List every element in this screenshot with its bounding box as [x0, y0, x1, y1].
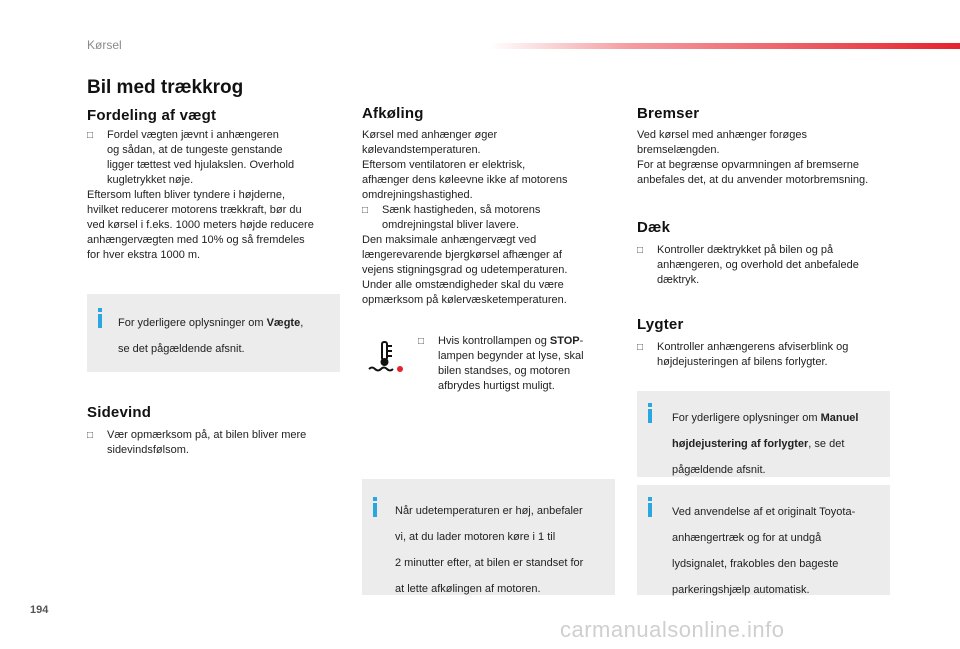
square-bullet-icon: □ [418, 336, 425, 347]
text-line: højdejusteringen af bilens forlygter. [657, 356, 828, 368]
text-line: vi, at du lader motoren køre i 1 til [395, 531, 556, 543]
text-line: Eftersom ventilatoren er elektrisk, [362, 159, 526, 171]
info-text [118, 305, 333, 368]
heading-brakes: Bremser [637, 105, 700, 122]
text-part: , se det [808, 438, 845, 450]
page-title: Bil med trækkrog [87, 77, 244, 98]
text-line: at lette afkølingen af motoren. [395, 583, 541, 595]
crosswind-text [87, 428, 342, 458]
tyres-bullet [637, 243, 897, 288]
info-box-weights [87, 294, 340, 372]
text-line: Ved anvendelse af et originalt Toyota- [672, 506, 856, 518]
tyres-text [637, 243, 897, 288]
text-line: se det pågældende afsnit. [118, 343, 245, 355]
heading-weight-distribution: Fordeling af vægt [87, 107, 217, 124]
text-line: Fordel vægten jævnt i anhængeren [107, 129, 279, 141]
text-line: Kontroller anhængerens afviserblink og [657, 341, 849, 353]
square-bullet-icon: □ [87, 430, 94, 441]
coolant-temperature-warning-icon [367, 340, 403, 374]
text-line: lampen begynder at lyse, skal [438, 350, 584, 362]
text-line: For at begrænse opvarmningen af bremserne [637, 159, 859, 171]
warning-text [418, 334, 613, 394]
text-part: For yderligere oplysninger om [118, 317, 267, 329]
weight-bullet [87, 128, 342, 188]
info-bar-icon [98, 314, 102, 328]
text-line: Kontroller dæktrykket på bilen og på [657, 244, 834, 256]
text-line: anhængervægten med 10% og så fremdeles [87, 234, 305, 246]
text-line: bremselængden. [637, 144, 720, 156]
page-number: 194 [30, 604, 49, 616]
cooling-text [362, 128, 617, 308]
section-label: Kørsel [87, 38, 122, 52]
brakes-text [637, 128, 897, 188]
info-bar-icon [648, 503, 652, 517]
text-line: parkeringshjælp automatisk. [672, 584, 810, 596]
text-line: vejens stigningsgrad og udetemperaturen. [362, 264, 568, 276]
text-line: afhænger dens køleevne ikke af motorens [362, 174, 568, 186]
text-line: anhængertræk og for at undgå [672, 532, 822, 544]
text-line: bilen standses, og motoren [438, 365, 571, 377]
square-bullet-icon: □ [87, 130, 94, 141]
square-bullet-icon: □ [362, 205, 369, 216]
text-line: anbefales det, at du anvender motorbremsning. [637, 174, 869, 186]
text-line: Den maksimale anhængervægt ved [362, 234, 537, 246]
text-line: Eftersom luften bliver tyndere i højderne, [87, 189, 286, 201]
text-line: kølevandstemperaturen. [362, 144, 481, 156]
text-line: omdrejningshastighed. [362, 189, 473, 201]
text-line: ved kørsel i f.eks. 1000 meters højde reducere [87, 219, 314, 231]
info-text [395, 493, 610, 608]
text-bold: Manuel [820, 412, 859, 424]
text-line: opmærksom på kølervæsketemperaturen. [362, 294, 567, 306]
text-line: Kørsel med anhænger øger [362, 129, 498, 141]
text-line: Vær opmærksom på, at bilen bliver mere [107, 429, 307, 441]
header-accent-bar [490, 43, 960, 49]
text-line: længerevarende bjergkørsel afhænger af [362, 249, 562, 261]
text-line: Når udetemperaturen er høj, anbefaler [395, 505, 583, 517]
text-line: pågældende afsnit. [672, 464, 766, 476]
text-line: Ved kørsel med anhænger forøges [637, 129, 807, 141]
weight-text [87, 128, 342, 263]
info-box-cooling [362, 479, 615, 595]
heading-tyres: Dæk [637, 219, 671, 236]
text-line: 2 minutter efter, at bilen er standset for [395, 557, 584, 569]
lights-text [637, 340, 897, 370]
info-text [672, 494, 884, 609]
text-line: og sådan, at de tungeste genstande [107, 144, 283, 156]
text-part: Hvis kontrollampen og [438, 335, 550, 347]
square-bullet-icon: □ [637, 245, 644, 256]
heading-crosswind: Sidevind [87, 404, 152, 421]
info-bar-icon [648, 409, 652, 423]
info-box-parking [637, 485, 890, 595]
text-line: anhængeren, og overhold det anbefalede [657, 259, 859, 271]
text-line: afbrydes hurtigst muligt. [438, 380, 555, 392]
text-line: for hver ekstra 1000 m. [87, 249, 201, 261]
text-line: omdrejningstal bliver lavere. [382, 219, 519, 231]
warning-bullet [418, 334, 613, 394]
text-line: Sænk hastigheden, så motorens [382, 204, 541, 216]
text-part: For yderligere oplysninger om [672, 412, 821, 424]
text-line: sidevindsfølsom. [107, 444, 189, 456]
info-box-headlamp [637, 391, 890, 477]
text-line: lydsignalet, frakobles den bageste [672, 558, 839, 570]
text-line: ligger tættest ved hjulakslen. Overhold [107, 159, 295, 171]
text-line: Under alle omstændigheder skal du være [362, 279, 564, 291]
text-bold: STOP [549, 335, 580, 347]
text-line: hvilket reducerer motorens trækkraft, bør du [87, 204, 302, 216]
lights-bullet [637, 340, 897, 370]
heading-lights: Lygter [637, 316, 684, 333]
crosswind-bullet [87, 428, 342, 458]
text-bold: højdejustering af forlygter [672, 438, 809, 450]
text-line: dæktryk. [657, 274, 700, 286]
heading-cooling: Afkøling [362, 105, 424, 122]
info-text [672, 400, 884, 489]
watermark: carmanualsonline.info [560, 617, 785, 642]
square-bullet-icon: □ [637, 342, 644, 353]
text-line: kugletrykket nøje. [107, 174, 194, 186]
text-part: - [579, 335, 584, 347]
cooling-bullet [362, 203, 617, 233]
text-bold: Vægte [266, 317, 301, 329]
info-bar-icon [373, 503, 377, 517]
text-part: , [300, 317, 304, 329]
